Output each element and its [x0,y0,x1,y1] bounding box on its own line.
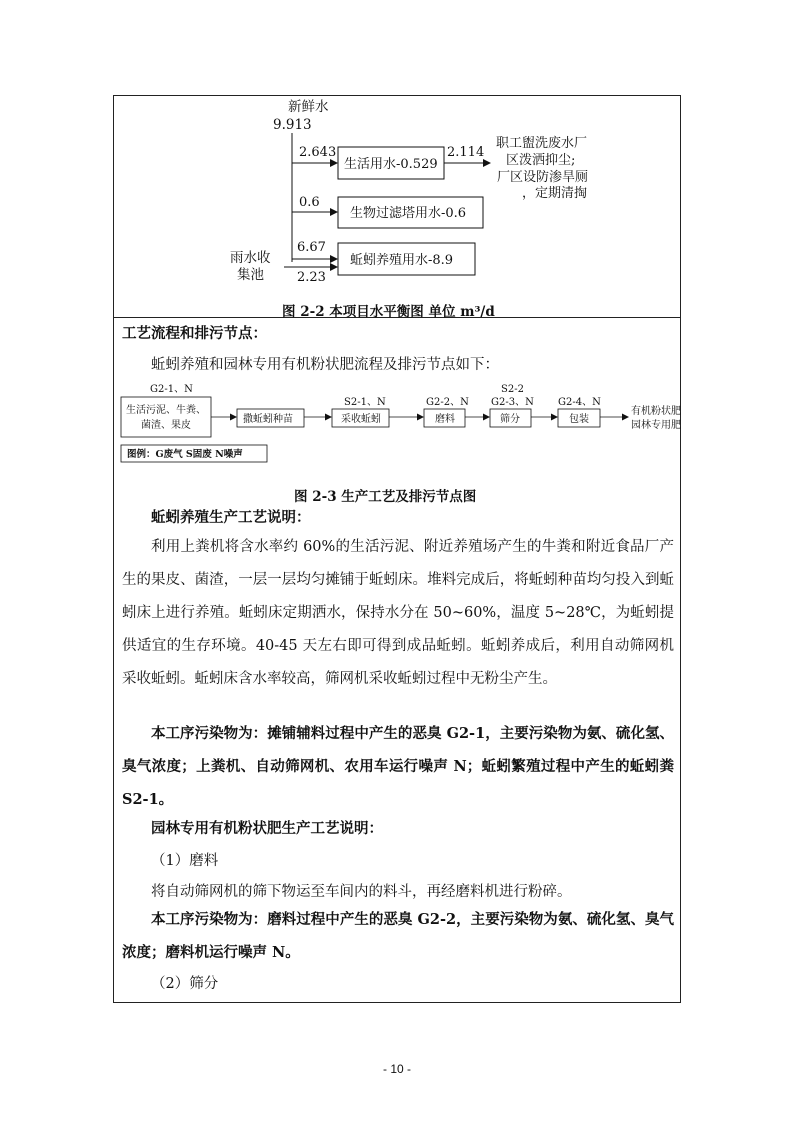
legend-text: 图例：G废气 S固废 N噪声 [127,449,243,460]
figure-2-2-caption: 图 2-2 本项目水平衡图 单位 m³/d [282,304,495,320]
figure-2-3-caption: 图 2-3 生产工艺及排污节点图 [294,489,477,505]
outlet-line-2: 区泼洒抑尘; [506,153,576,168]
step1-description: 将自动筛网机的筛下物运至车间内的料斗，再经磨料机进行粉碎。 [151,884,572,900]
step1-heading: （1）磨料 [151,853,219,869]
step-tag-top-sieving: S2-2 [501,384,524,395]
step-tag-grinding: G2-2、N [426,397,469,408]
flow-biofilter: 0.6 [299,195,320,210]
input-line-2: 菌渣、果皮 [141,420,191,431]
section-heading: 工艺流程和排污节点： [122,325,267,342]
earthworm-pollutants: 本工序污染物为：摊铺辅料过程中产生的恶臭 G2-1，主要污染物为氨、硫化氢、臭气浓度；上粪机、自动筛网机、农用车运行噪声 N；蚯蚓繁殖过程中产生的蚯蚓粪 S2-1。 [122,725,674,808]
input-tag: G2-1、N [150,384,193,395]
step-label-sieving: 筛分 [500,414,520,425]
step1-pollutants: 本工序污染物为：磨料过程中产生的恶臭 G2-2，主要污染物为氨、硫化氢、臭气浓度；磨料机运行噪声 N。 [122,911,674,961]
flow-earthworm: 6.67 [297,240,326,255]
output-line-2: 园林专用肥 [631,420,681,431]
fresh-water-label: 新鲜水 [288,99,329,115]
earthworm-description: 利用上粪机将含水率约 60%的生活污泥、附近养殖场产生的牛粪和附近食品厂产生的果皮、菌渣，一层一层均匀摊铺于蚯蚓床。堆料完成后，将蚯蚓种苗均匀投入到蚯蚓床上进行养殖。蚯蚓床定期洒水，保持水分在 50~60%，温度 5~28℃，为蚯蚓提供适宜的生存环境。40-45 天左右即可得到成品蚯蚓。蚯蚓养成后，利用自动筛网机采收蚯蚓。蚯蚓床含水率较高，筛网机采收蚯蚓过程中无粉尘产生。 [122,539,674,687]
water-balance-diagram [0,95,794,395]
step-label-packing: 包装 [569,414,589,425]
flow-rain: 2.23 [297,270,326,285]
outlet-line-1: 职工盥洗废水厂 [496,136,588,151]
rain-pool-line1: 雨水收 [230,250,271,266]
step-tag-harvest: S2-1、N [344,397,386,408]
step-tag-packing: G2-4、N [558,397,601,408]
input-line-1: 生活污泥、牛粪、 [126,405,206,416]
process-flow-diagram [0,378,794,478]
output-line-1: 有机粉状肥 [631,406,681,417]
step-label-sowing: 撒蚯蚓种苗 [243,414,293,425]
fresh-water-value: 9.913 [273,117,312,133]
input-box [121,397,211,437]
page-number: - 10 - [382,1062,411,1076]
step2-heading: （2）筛分 [151,976,219,992]
step-tag-sieving: G2-3、N [491,397,534,408]
rain-pool-line2: 集池 [237,267,264,283]
flow-wastewater: 2.114 [447,145,485,160]
step-label-harvest: 采收蚯蚓 [341,414,381,425]
fertilizer-heading: 园林专用有机粉状肥生产工艺说明： [151,820,383,837]
outlet-line-4: ，定期清掏 [522,186,588,201]
box-earthworm-label: 蚯蚓养殖用水-8.9 [350,253,454,268]
flow-living: 2.643 [299,145,337,160]
box-living-label: 生活用水-0.529 [344,157,438,172]
intro-text: 蚯蚓养殖和园林专用有机粉状肥流程及排污节点如下： [151,357,499,373]
earthworm-heading: 蚯蚓养殖生产工艺说明： [151,509,311,526]
step-label-grinding: 磨料 [435,414,455,425]
box-biofilter-label: 生物过滤塔用水-0.6 [350,206,467,221]
outlet-line-3: 厂区设防渗旱厕 [497,170,589,185]
